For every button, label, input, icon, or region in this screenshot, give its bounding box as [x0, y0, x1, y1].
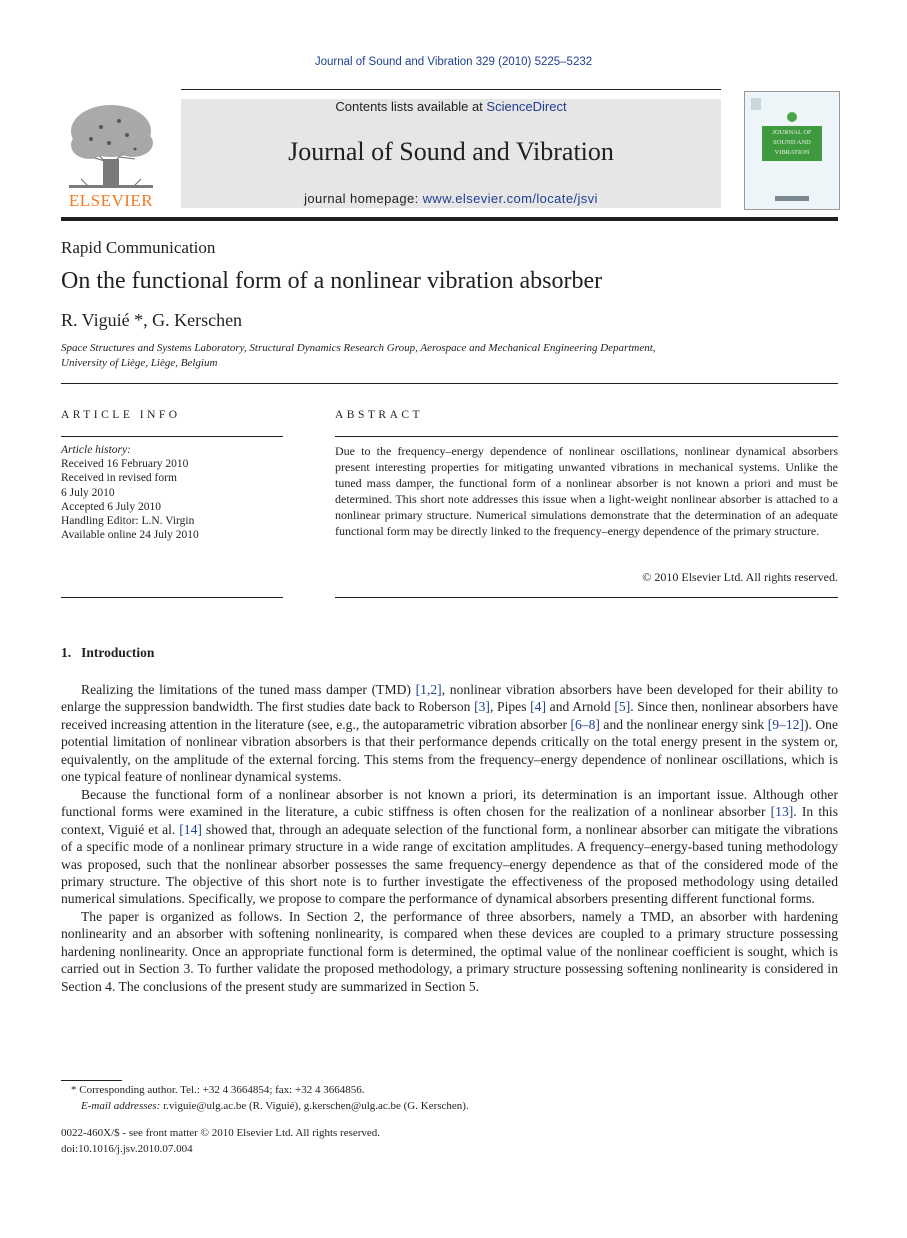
- citation-link[interactable]: [13]: [770, 804, 794, 820]
- homepage-line: [181, 191, 721, 206]
- cover-title-line: VIBRATION: [774, 149, 810, 156]
- section-number: 1.: [61, 645, 72, 660]
- journal-cover-thumbnail[interactable]: [744, 91, 840, 210]
- journal-title: Journal of Sound and Vibration: [288, 137, 614, 166]
- article-info-heading: ARTICLE INFO: [61, 409, 181, 421]
- cover-publisher-mark: [775, 196, 809, 201]
- history-item: Received 16 February 2010: [61, 458, 189, 471]
- history-label: Article history:: [61, 444, 131, 456]
- paragraph: Realizing the limitations of the tuned mass damper (TMD) [1,2], nonlinear vibration absorbers have been developed for their ability to enlarge the suppression bandwidth. The first studies date back to Roberson [3], Pipes [4] and Arnold [5]. Since then, nonlinear absorbers have received increasing attention in the literature (see, e.g., the autoparametric vibration absorber [6–8] and the nonlinear energy sink [9–12]). One potential limitation of nonlinear vibration absorbers is that their performance depends critically on the total energy present in the system or, equivalently, on the amplitude of the external forcing. This stems from the frequency–energy dependence of nonlinear oscillations, which is one typical feature of nonlinear dynamical systems.: [61, 682, 839, 785]
- history-item: Handling Editor: L.N. Virgin: [61, 515, 195, 528]
- corresponding-author-note: * Corresponding author. Tel.: +32 4 3664854; fax: +32 4 3664856.: [71, 1084, 365, 1096]
- citation-link[interactable]: [6–8]: [570, 716, 600, 732]
- email-note: [61, 1099, 469, 1115]
- history-item: Accepted 6 July 2010: [61, 500, 161, 513]
- abstract-copyright: © 2010 Elsevier Ltd. All rights reserved.: [642, 570, 838, 584]
- citation-link[interactable]: [14]: [179, 821, 202, 837]
- abstract-text: Due to the frequency–energy dependence of nonlinear oscillations, nonlinear dynamical absorbers present interesting properties for mitigating unwanted vibrations in mechanical systems. Unlike the tuned mass damper, the functional form of a nonlinear absorber is not known a priori and must be determined. This short note addresses this issue when a light-weight nonlinear absorber is attached to a nonlinear primary structure. Numerical simulations demonstrate that the determination of an adequate functional form may be directly linked to the frequency–energy dependence of the primary structure.: [335, 444, 838, 538]
- front-matter: [61, 1126, 380, 1157]
- citation-link[interactable]: [4]: [530, 699, 546, 715]
- contents-line: [181, 99, 721, 114]
- history-item: Received in revised form: [61, 472, 177, 485]
- section-title: Introduction: [81, 645, 155, 660]
- header-top-rule: [181, 89, 721, 90]
- header-divider: [61, 217, 838, 221]
- affiliation: [61, 341, 781, 371]
- body-text: [61, 681, 838, 995]
- contents-prefix: Contents lists available at: [335, 99, 487, 114]
- cover-title-line: JOURNAL OF: [772, 129, 812, 136]
- history-item: Available online 24 July 2010: [61, 529, 199, 542]
- affiliation-line: Space Structures and Systems Laboratory, Structural Dynamics Research Group, Aerospace and Mechanical Engineering Department,: [61, 342, 656, 354]
- email-addresses[interactable]: r.viguie@ulg.ac.be (R. Viguié), g.kerschen@ulg.ac.be (G. Kerschen).: [160, 1099, 469, 1112]
- article-title: On the functional form of a nonlinear vibration absorber: [61, 268, 603, 294]
- divider: [335, 597, 838, 598]
- divider: [61, 383, 838, 384]
- sciencedirect-link[interactable]: ScienceDirect: [486, 99, 567, 114]
- elsevier-logo[interactable]: [61, 99, 161, 211]
- footnote-rule: [61, 1080, 122, 1081]
- citation-link[interactable]: [5]: [614, 699, 631, 715]
- cover-title-line: SOUND AND: [773, 139, 811, 146]
- article-history: [61, 443, 199, 542]
- cover-emblem-icon: [787, 112, 797, 122]
- section-heading: [61, 645, 154, 661]
- citation-link[interactable]: [9–12]: [767, 716, 804, 732]
- cover-logo-icon: [751, 98, 761, 110]
- divider: [61, 436, 283, 437]
- citation-link[interactable]: [3]: [474, 699, 490, 715]
- history-item: 6 July 2010: [61, 486, 115, 499]
- footnotes: [61, 1083, 469, 1114]
- divider: [335, 436, 838, 437]
- journal-citation[interactable]: Journal of Sound and Vibration 329 (2010) 5225–5232: [314, 56, 593, 68]
- author-list[interactable]: R. Viguié *, G. Kerschen: [61, 310, 243, 330]
- doi-line[interactable]: doi:10.1016/j.jsv.2010.07.004: [61, 1142, 193, 1155]
- article-type: Rapid Communication: [61, 238, 216, 257]
- citation-link[interactable]: [1,2]: [415, 682, 442, 697]
- email-label: E-mail addresses:: [81, 1099, 161, 1112]
- affiliation-line: University of Liège, Liège, Belgium: [61, 357, 218, 369]
- cover-title-block: [762, 126, 822, 161]
- homepage-prefix: journal homepage:: [304, 191, 423, 206]
- paragraph: The paper is organized as follows. In Section 2, the performance of three absorbers, namely a TMD, an absorber with hardening nonlinearity and an absorber with softening nonlinearity, is compared when these devices are coupled to a primary structure possessing hardening nonlinearity. Once an appropriate functional form is determined, the optimal value of the nonlinear coefficient is sought, which is carried out in Section 3. To further validate the proposed methodology, a primary structure possessing softening nonlinearity is considered in Section 4. The conclusions of the present study are summarized in Section 5.: [61, 908, 838, 994]
- issn-line: 0022-460X/$ - see front matter © 2010 Elsevier Ltd. All rights reserved.: [61, 1127, 381, 1139]
- abstract-heading: ABSTRACT: [335, 409, 424, 421]
- homepage-link[interactable]: www.elsevier.com/locate/jsvi: [422, 191, 598, 206]
- paragraph: Because the functional form of a nonlinear absorber is not known a priori, its determination is an important issue. Although other functional forms were examined in the literature, a cubic stiffness is often chosen for the realization of a nonlinear absorber [13]. In this context, Viguié et al. [14] showed that, through an adequate selection of the functional form, a nonlinear absorber can mitigate the vibrations of a specific mode of a nonlinear primary structure in a wide range of excitation amplitudes. A frequency–energy-based tuning methodology was proposed, such that the nonlinear absorber possesses the same frequency–energy dependence as that of the considered mode of the primary structure. The objective of this short note is to further investigate the effectiveness of the proposed methodology using detailed numerical simulations. Specifically, we propose to compare the performance of dynamical absorbers presenting different functional forms.: [61, 786, 838, 907]
- elsevier-wordmark: ELSEVIER: [68, 191, 154, 210]
- divider: [61, 597, 283, 598]
